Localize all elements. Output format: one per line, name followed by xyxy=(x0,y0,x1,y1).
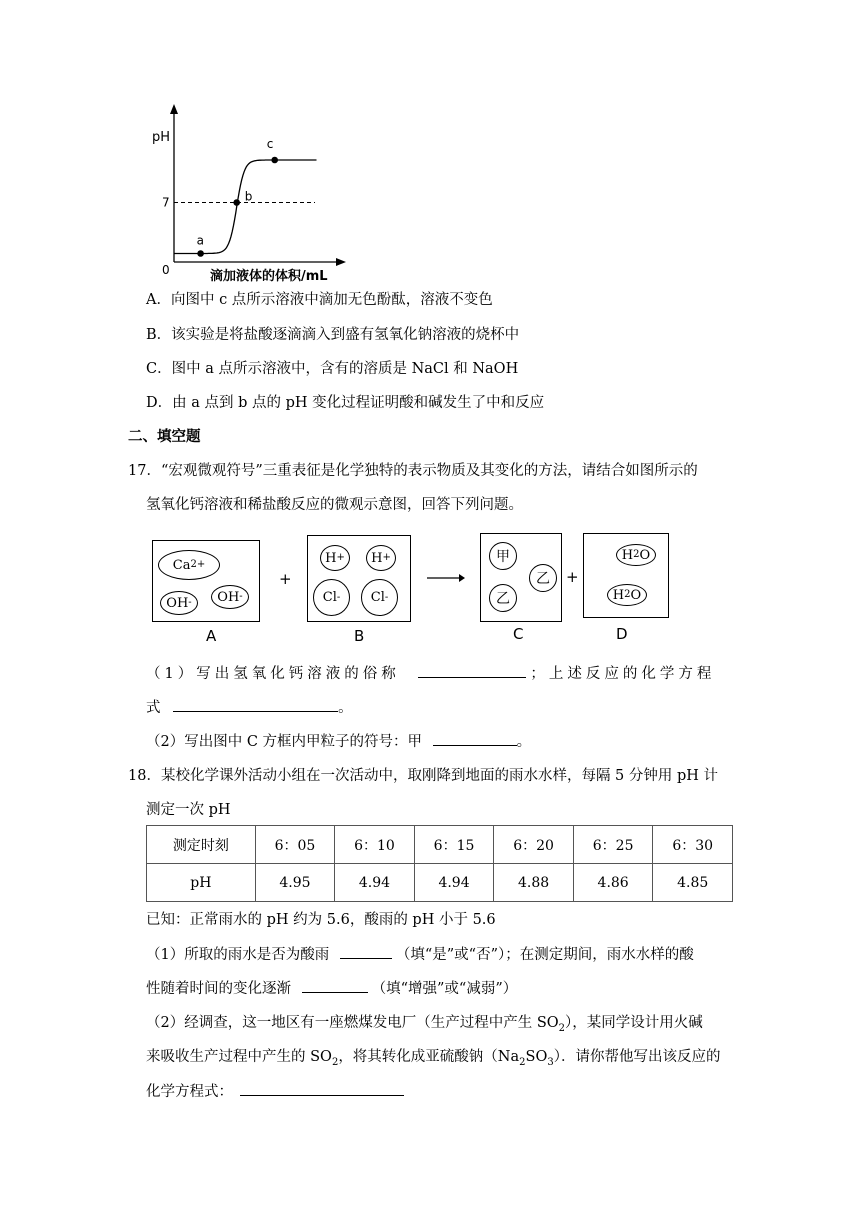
answer-blank-equation-1[interactable] xyxy=(173,697,338,712)
y-tick-7: 7 xyxy=(162,195,170,210)
q17-stem-line2: 氢氧化钙溶液和稀盐酸反应的微观示意图，回答下列问题。 xyxy=(146,497,523,513)
answer-blank-common-name[interactable] xyxy=(418,663,526,678)
x-axis-arrow-icon xyxy=(336,258,346,266)
ca-ion: Ca 2+ xyxy=(158,550,220,580)
q17-sub1-text-a: （1）写出氢氧化钙溶液的俗称 xyxy=(146,666,400,682)
q18-sub2-line2 xyxy=(146,1047,720,1067)
table-cell: 6：25 xyxy=(573,826,653,864)
point-label-b: b xyxy=(244,189,253,204)
q18-sub1-text-a: （1）所取的雨水是否为酸雨 xyxy=(146,947,330,963)
point-label-a: a xyxy=(196,233,204,248)
jia-particle xyxy=(489,542,517,570)
q18-sub1-text-d: （填“增强”或“减弱”） xyxy=(371,981,518,997)
q16-option-a: A．向图中 c 点所示溶液中滴加无色酚酞，溶液不变色 xyxy=(146,292,493,308)
table-header-row xyxy=(147,826,733,864)
h-symbol: H xyxy=(371,550,383,566)
answer-blank-acidity-trend[interactable] xyxy=(302,978,368,993)
answer-blank-equation-2[interactable] xyxy=(240,1081,404,1096)
q18-sub2-text-a: （2）经调查，这一地区有一座燃煤发电厂（生产过程中产生 SO xyxy=(146,1015,559,1031)
q18-stem-line1: 18．某校化学课外活动小组在一次活动中，取刚降到地面的雨水水样，每隔 5 分钟用 pH 计 xyxy=(128,768,719,784)
table-cell: 4.94 xyxy=(335,864,415,902)
reaction-arrow-icon xyxy=(425,570,465,586)
q18-sub2-text-a-end: ），某同学设计用火碱 xyxy=(565,1015,703,1031)
answer-blank-acid-rain[interactable] xyxy=(340,944,392,959)
q17-sub1-text-b: ；上述反应的化学方程 xyxy=(530,666,716,682)
q18-sub2-text-b: 来吸收生产过程中产生的 SO xyxy=(146,1049,332,1065)
oh-ion-2: OH - xyxy=(211,585,249,609)
q16-option-c: C．图中 a 点所示溶液中，含有的溶质是 NaCl 和 NaOH xyxy=(146,361,519,377)
table-cell: 4.95 xyxy=(255,864,335,902)
table-cell: 测定时刻 xyxy=(147,826,256,864)
plus-sign-1: + xyxy=(279,570,292,588)
q18-sub1-text-b: （填“是”或“否”）；在测定期间，雨水水样的酸 xyxy=(395,947,694,963)
ca-symbol: Ca xyxy=(172,557,191,573)
q17-sub1-text-c: 式 xyxy=(146,700,161,716)
answer-blank-jia-symbol[interactable] xyxy=(433,731,517,746)
point-c xyxy=(271,157,278,164)
table-cell: 6：05 xyxy=(255,826,335,864)
q18-stem-line2: 测定一次 pH xyxy=(146,802,231,818)
yi-particle-1 xyxy=(529,564,557,592)
q18-sub1-line1 xyxy=(146,944,694,965)
yi-label: 乙 xyxy=(496,591,510,607)
caption-d: D xyxy=(616,625,628,643)
subscript: 2 xyxy=(519,1056,526,1068)
y-axis-arrow-icon xyxy=(170,104,178,114)
y-axis-label: pH xyxy=(152,130,171,145)
titration-curve xyxy=(174,160,317,254)
yi-label: 乙 xyxy=(536,571,550,587)
point-b xyxy=(233,199,240,206)
q18-sub2-text-c: 化学方程式： xyxy=(146,1084,233,1100)
oh-symbol: OH xyxy=(217,589,240,605)
h-symbol: H xyxy=(325,550,337,566)
point-a xyxy=(197,250,204,257)
q16-option-b: B．该实验是将盐酸逐滴滴入到盛有氢氧化钠溶液的烧杯中 xyxy=(146,327,520,343)
oh-ion-1: OH - xyxy=(160,591,198,615)
table-cell: 4.85 xyxy=(653,864,733,902)
origin-label: 0 xyxy=(162,263,170,277)
table-cell: 4.86 xyxy=(573,864,653,902)
h2o-h: H xyxy=(612,587,625,603)
q18-sub1-text-c: 性随着时间的变化逐渐 xyxy=(146,981,291,997)
q18-sub2-line3 xyxy=(146,1081,404,1102)
table-cell: 6：15 xyxy=(414,826,494,864)
q18-sub2-text-b-end: ）．请你帮他写出该反应的 xyxy=(553,1049,721,1065)
q17-stem-line1: 17．“宏观微观符号”三重表征是化学独特的表示物质及其变化的方法，请结合如图所示的 xyxy=(128,463,698,479)
caption-a: A xyxy=(206,627,217,645)
h-ion-2: H + xyxy=(366,545,396,571)
h-ion-1: H + xyxy=(320,545,350,571)
q17-sub1-line2 xyxy=(146,697,353,718)
subscript: 3 xyxy=(547,1056,554,1068)
h2o-molecule-2: H 2 O xyxy=(607,584,647,606)
cl-symbol: Cl xyxy=(322,590,337,605)
yi-particle-2 xyxy=(489,584,517,612)
point-label-c: c xyxy=(266,137,274,151)
plus-sign-2: + xyxy=(566,568,579,586)
ph-titration-chart xyxy=(150,100,350,285)
diagram-box-d xyxy=(583,533,669,618)
q18-known: 已知：正常雨水的 pH 约为 5.6，酸雨的 pH 小于 5.6 xyxy=(146,912,496,928)
cl-symbol: Cl xyxy=(370,590,385,605)
q17-sub2 xyxy=(146,731,531,752)
table-cell: 4.88 xyxy=(494,864,574,902)
table-cell: pH xyxy=(147,864,256,902)
q17-sub2-text: （2）写出图中 C 方框内甲粒子的符号：甲 xyxy=(146,734,423,750)
jia-label: 甲 xyxy=(496,549,510,565)
diagram-box-a xyxy=(152,540,260,622)
x-axis-label: 滴加液体的体积/mL xyxy=(210,269,328,284)
caption-b: B xyxy=(354,627,365,645)
q17-sub2-end: 。 xyxy=(516,734,532,750)
diagram-box-b xyxy=(307,535,411,622)
q18-sub2-text-b-mid2: SO xyxy=(525,1049,548,1065)
subscript: 2 xyxy=(331,1056,339,1068)
cl-ion-1: Cl - xyxy=(313,579,350,616)
table-cell: 6：10 xyxy=(335,826,415,864)
table-row xyxy=(147,864,733,902)
diagram-box-c xyxy=(480,533,562,622)
table-cell: 6：20 xyxy=(494,826,574,864)
caption-c: C xyxy=(513,625,524,643)
table-cell: 4.94 xyxy=(414,864,494,902)
subscript: 2 xyxy=(558,1022,566,1034)
oh-symbol: OH xyxy=(166,595,189,611)
q16-option-d: D．由 a 点到 b 点的 pH 变化过程证明酸和碱发生了中和反应 xyxy=(146,395,545,411)
h2o-h: H xyxy=(621,547,634,563)
cl-ion-2: Cl - xyxy=(361,579,398,616)
h2o-molecule-1: H 2 O xyxy=(616,544,656,566)
q17-sub1-line1 xyxy=(146,663,715,684)
q18-sub2-line1 xyxy=(146,1013,703,1033)
q17-sub1-end: 。 xyxy=(338,700,353,716)
ph-table xyxy=(146,825,733,902)
q18-sub1-line2 xyxy=(146,978,517,999)
section-title: 二、填空题 xyxy=(128,428,201,445)
h2o-o: O xyxy=(630,587,642,603)
h2o-o: O xyxy=(639,547,651,563)
table-cell: 6：30 xyxy=(653,826,733,864)
q18-sub2-text-b-mid: ，将其转化成亚硫酸钠（Na xyxy=(338,1049,520,1065)
